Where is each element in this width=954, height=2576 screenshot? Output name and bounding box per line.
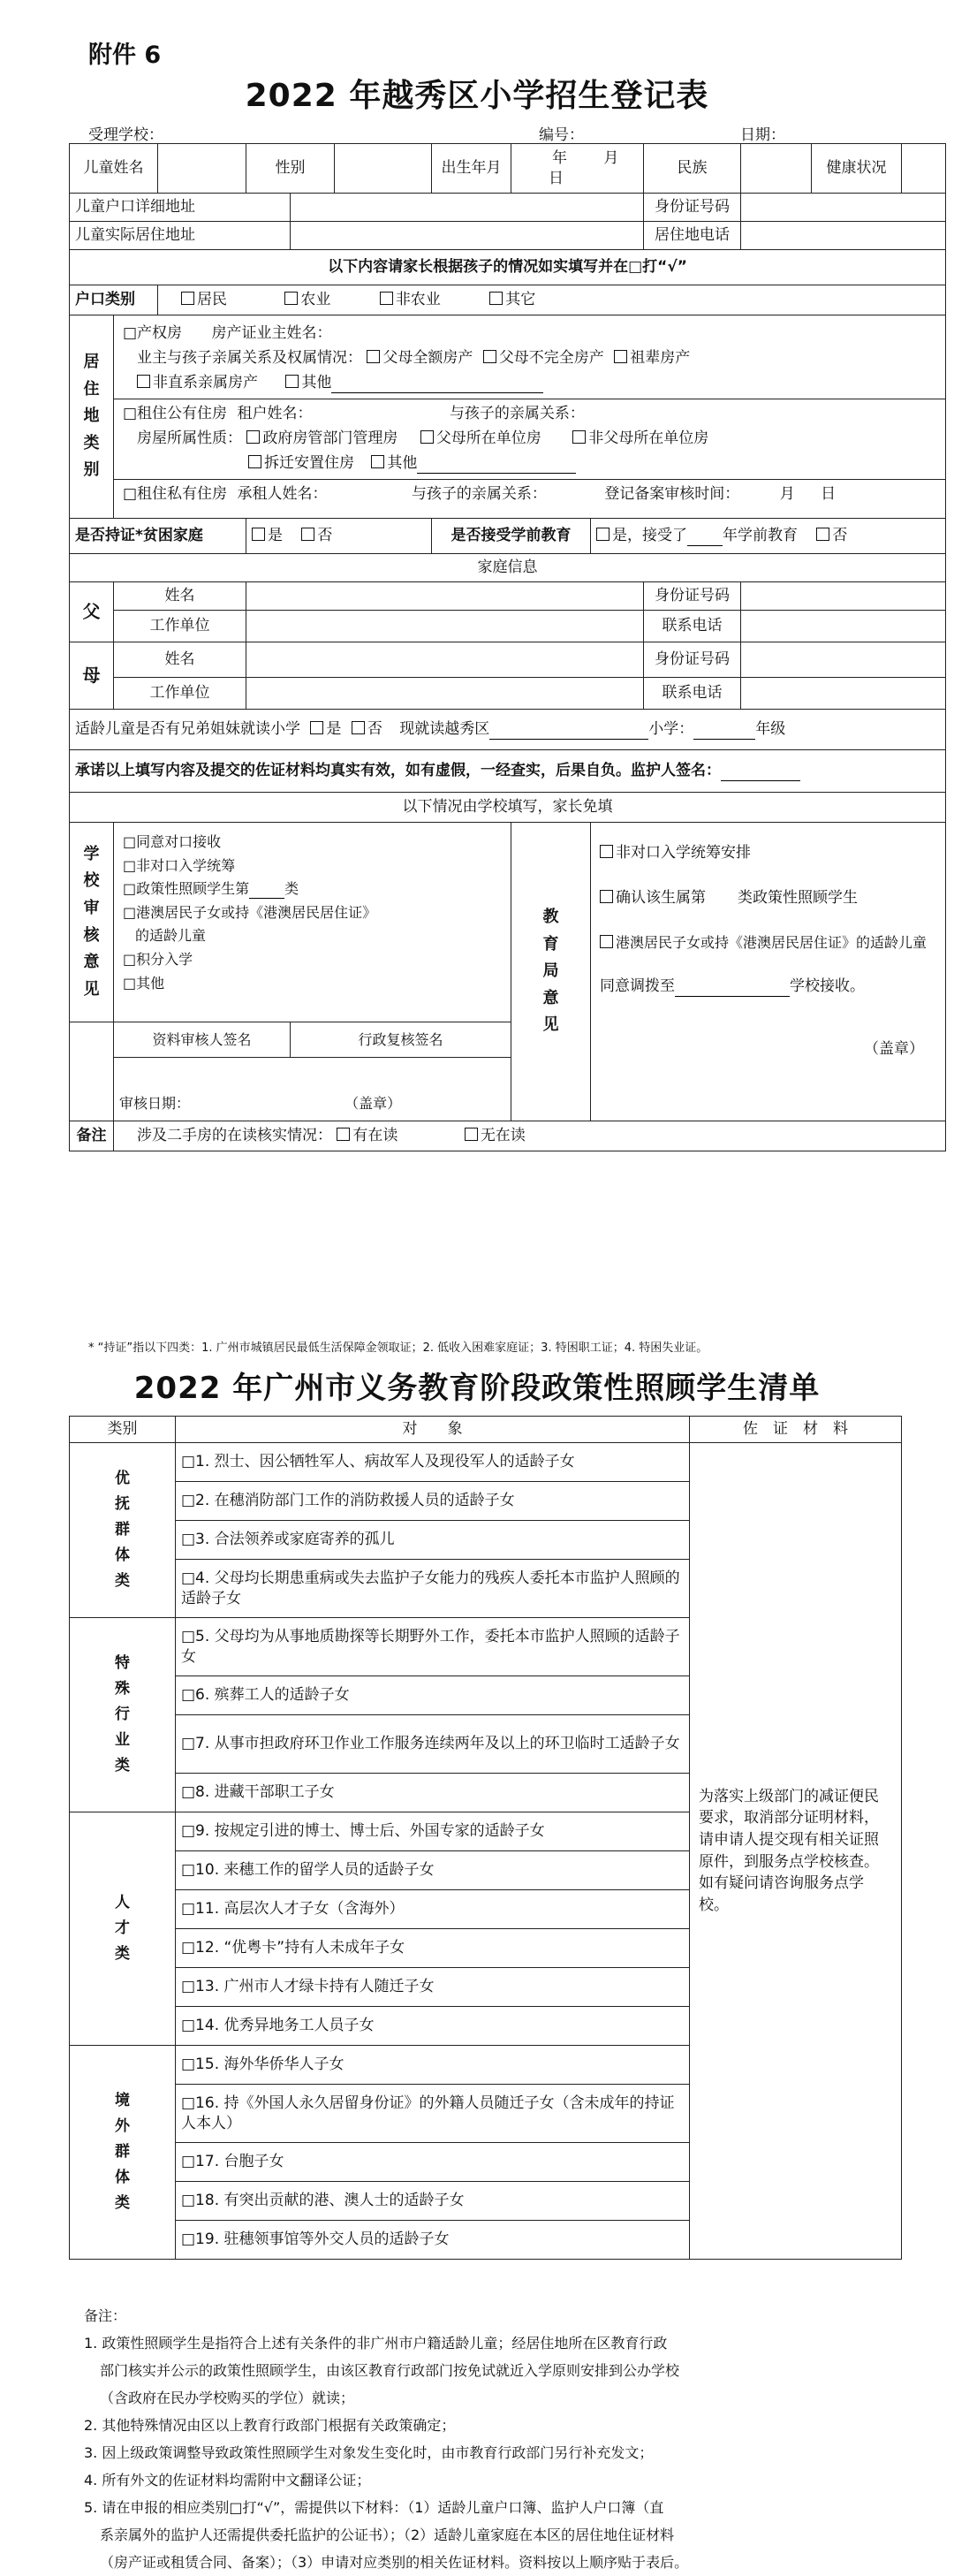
date-field[interactable] bbox=[740, 122, 785, 144]
poverty-no[interactable] bbox=[301, 527, 332, 544]
checkbox-icon bbox=[600, 890, 613, 903]
hukou-option-resident[interactable] bbox=[181, 290, 227, 310]
birth-label: 出生年月 bbox=[432, 144, 511, 194]
school-opt-policy[interactable] bbox=[123, 879, 502, 899]
school-date-row bbox=[114, 1058, 511, 1121]
opt-label: 祖辈房产 bbox=[630, 348, 691, 367]
policy-item[interactable]: □4. 父母均长期患重病或失去监护子女能力的残疾人委托本市监护人照顾的适龄子女 bbox=[176, 1560, 690, 1618]
birth-year: 年 bbox=[552, 148, 567, 167]
checkbox-icon bbox=[816, 528, 829, 541]
policy-item[interactable]: □12. “优粤卡”持有人未成年子女 bbox=[176, 1929, 690, 1968]
bureau-review-text: 教育局意见 bbox=[542, 908, 559, 1035]
category-label: 特殊行业类 bbox=[115, 1654, 130, 1774]
policy-item[interactable]: □10. 来穗工作的留学人员的适龄子女 bbox=[176, 1851, 690, 1890]
note-line: 5. 请在申报的相应类别□打“√”，需提供以下材料：（1）适龄儿童户口簿、监护人户口簿（直 bbox=[84, 2499, 664, 2516]
category-label: 人才类 bbox=[115, 1894, 130, 1963]
reviewer-sign-label: 资料审核人签名 bbox=[114, 1022, 291, 1058]
tenant-relation-label: 与孩子的亲属关系： bbox=[449, 404, 585, 422]
evidence-cell: 为落实上级部门的减证便民要求，取消部分证明材料，请申请人提交现有相关证照原件，到服务点学校核查。如有疑问请咨询服务点学校。 bbox=[690, 1443, 902, 2260]
mother-label: 母 bbox=[70, 642, 114, 710]
date-label: 日期： bbox=[740, 126, 785, 144]
checkbox-icon bbox=[596, 528, 610, 541]
transfer-label-2: 学校接收。 bbox=[790, 977, 865, 996]
transfer-label: 同意调拨至 bbox=[600, 977, 675, 996]
mother-id-input[interactable] bbox=[741, 642, 946, 678]
lessee-relation-label: 与孩子的亲属关系： bbox=[411, 484, 547, 503]
footnote: * “持证”指以下四类：1. 广州市城镇居民最低生活保障金领取证；2. 低收入困难家庭证；3. 特困职工证；4. 特困失业证。 bbox=[88, 1341, 708, 1355]
hukou-address-input[interactable] bbox=[291, 194, 644, 222]
school-opt-nonlocal[interactable]: □非对口入学统筹 bbox=[123, 856, 236, 874]
checkbox-icon bbox=[380, 292, 393, 305]
checkbox-icon bbox=[252, 528, 265, 541]
family-info-header: 家庭信息 bbox=[70, 554, 946, 582]
father-work-input[interactable] bbox=[246, 611, 644, 642]
ethnicity-input[interactable] bbox=[741, 144, 812, 194]
bureau-review-options bbox=[591, 823, 946, 1121]
opt-label: 非直系亲属房产 bbox=[153, 373, 258, 391]
checkbox-icon bbox=[371, 455, 384, 468]
checkbox-icon bbox=[600, 845, 613, 858]
health-label: 健康状况 bbox=[812, 144, 902, 194]
school-review-label bbox=[70, 823, 114, 1022]
policy-item[interactable]: □14. 优秀异地务工人员子女 bbox=[176, 2007, 690, 2046]
policy-item[interactable]: □5. 父母均为从事地质勘探等长期野外工作，委托本市监护人照顾的适龄子女 bbox=[176, 1618, 690, 1676]
bureau-seal: （盖章） bbox=[864, 1040, 924, 1059]
record-day: 日 bbox=[821, 484, 837, 503]
opt-parents-partial[interactable] bbox=[483, 349, 604, 367]
checkbox-icon bbox=[248, 455, 261, 468]
mother-phone-label: 联系电话 bbox=[644, 678, 741, 710]
opt-label: 是，接受了 bbox=[612, 527, 687, 545]
opt-label: 否 bbox=[367, 720, 382, 739]
remark-row bbox=[114, 1121, 946, 1151]
health-input[interactable] bbox=[902, 144, 946, 194]
living-address-label: 儿童实际居住地址 bbox=[70, 222, 291, 250]
owned-checkbox[interactable]: □产权房 bbox=[123, 324, 183, 342]
sibling-school-label: 小学： bbox=[648, 720, 694, 739]
notes-title: 备注： bbox=[84, 2307, 127, 2324]
sibling-yes[interactable] bbox=[310, 720, 341, 738]
checkbox-icon bbox=[600, 935, 613, 948]
hukou-option-label: 其它 bbox=[505, 291, 536, 309]
promise-row bbox=[70, 750, 946, 793]
opt-label-2: 类政策性照顾学生 bbox=[738, 888, 858, 907]
owner-relation-row bbox=[123, 348, 936, 369]
hukou-option-label: 非农业 bbox=[395, 291, 441, 309]
opt-label: 政府房管部门管理房 bbox=[262, 429, 398, 447]
opt-label: 是 bbox=[268, 527, 283, 545]
policy-item[interactable]: □19. 驻穗领事馆等外交人员的适龄子女 bbox=[176, 2221, 690, 2260]
bureau-opt-nonlocal[interactable] bbox=[600, 843, 936, 863]
opt-label: 其他 bbox=[301, 373, 332, 391]
preschool-yes[interactable] bbox=[596, 527, 687, 544]
poverty-options bbox=[246, 519, 432, 554]
opt-label: 是 bbox=[326, 720, 342, 739]
hukou-option-label: 农业 bbox=[300, 291, 331, 309]
mother-phone-input[interactable] bbox=[741, 678, 946, 710]
hukou-option-label: 居民 bbox=[197, 291, 227, 309]
living-phone-label: 居住地电话 bbox=[644, 222, 741, 250]
opt-label: 港澳居民子女或持《港澳居民居住证》的适龄儿童 bbox=[616, 933, 928, 951]
mother-name-input[interactable] bbox=[246, 642, 644, 678]
lessee-label: 承租人姓名： bbox=[237, 484, 328, 503]
mother-work-input[interactable] bbox=[246, 678, 644, 710]
father-work-label: 工作单位 bbox=[114, 611, 246, 642]
note-line: 部门核实并公示的政策性照顾学生，由该区教育行政部门按免试就近入学原则安排到公办学校 bbox=[100, 2362, 680, 2379]
preschool-options bbox=[591, 519, 946, 554]
checkbox-icon bbox=[301, 528, 314, 541]
school-opt-points[interactable]: □积分入学 bbox=[123, 950, 193, 968]
living-address-input[interactable] bbox=[291, 222, 644, 250]
mother-name-label: 姓名 bbox=[114, 642, 246, 678]
policy-item[interactable]: □1. 烈士、因公牺牲军人、病故军人及现役军人的适龄子女 bbox=[176, 1443, 690, 1482]
note-line: 系亲属外的监护人还需提供委托监护的公证书）；（2）适龄儿童家庭在本区的居住地住证材料 bbox=[100, 2527, 675, 2543]
note-line: 1. 政策性照顾学生是指符合上述有关条件的非广州市户籍适龄儿童；经居住地所在区教育行政 bbox=[84, 2335, 668, 2352]
policy-item[interactable]: □3. 合法领养或家庭寄养的孤儿 bbox=[176, 1521, 690, 1560]
bureau-transfer[interactable] bbox=[600, 976, 936, 997]
sibling-question: 适龄儿童是否有兄弟姐妹就读小学 bbox=[75, 720, 300, 739]
preschool-label: 是否接受学前教育 bbox=[432, 519, 591, 554]
living-phone-input[interactable] bbox=[741, 222, 946, 250]
public-row bbox=[123, 404, 936, 424]
preschool-years-label: 年学前教育 bbox=[723, 527, 798, 545]
nonrelative-row bbox=[123, 373, 936, 393]
col-object-header: 对 象 bbox=[176, 1417, 690, 1443]
preschool-no[interactable] bbox=[816, 527, 847, 544]
promise-text: 承诺以上填写内容及提交的佐证材料均真实有效，如有虚假，一经查实，后果自负。监护人签名： bbox=[75, 762, 721, 780]
checkbox-icon bbox=[367, 350, 380, 363]
sibling-no[interactable] bbox=[352, 720, 382, 738]
policy-item[interactable]: □16. 持《外国人永久居留身份证》的外籍人员随迁子女（含未成年的持证人本人） bbox=[176, 2085, 690, 2143]
father-phone-input[interactable] bbox=[741, 611, 946, 642]
checkbox-icon bbox=[483, 350, 496, 363]
checkbox-icon bbox=[137, 375, 150, 388]
child-name-input[interactable] bbox=[158, 144, 246, 194]
policy-item[interactable]: □8. 进藏干部职工子女 bbox=[176, 1774, 690, 1812]
hukou-type-label: 户口类别 bbox=[70, 285, 158, 315]
birth-day: 日 bbox=[549, 169, 564, 187]
opt-label: 确认该生属第 bbox=[616, 888, 706, 907]
policy-item[interactable]: □2. 在穗消防部门工作的消防救援人员的适龄子女 bbox=[176, 1482, 690, 1521]
school-review-text: 学校审核意见 bbox=[83, 844, 100, 999]
policy-item[interactable]: □7. 从事市担政府环卫作业工作服务连续两年及以上的环卫临时工适龄子女 bbox=[176, 1715, 690, 1774]
opt-label: 父母不完全房产 bbox=[498, 348, 604, 367]
category-cell bbox=[70, 1618, 176, 1812]
hukou-option-agri[interactable] bbox=[284, 290, 330, 310]
residence-type-text: 居住地类别 bbox=[83, 353, 100, 480]
category-label: 优抚群体类 bbox=[115, 1470, 130, 1590]
checkbox-icon bbox=[489, 292, 503, 305]
private-checkbox[interactable]: □租住私有住房 bbox=[123, 484, 228, 503]
school-opt-hkmacau[interactable]: □港澳居民子女或持《港澳居民居住证》 bbox=[123, 903, 377, 921]
note-line: （房产证或租赁合同、备案）；（3）申请对应类别的相关佐证材料。资料按以上顺序贴于表后。 bbox=[100, 2554, 689, 2571]
school-review-options bbox=[114, 823, 511, 1022]
remark-label: 备注 bbox=[70, 1121, 114, 1151]
school-opt-other[interactable]: □其他 bbox=[123, 974, 165, 992]
checkbox-icon bbox=[420, 430, 434, 444]
ethnicity-label: 民族 bbox=[644, 144, 741, 194]
father-name-label: 姓名 bbox=[114, 582, 246, 611]
school-seal: （盖章） bbox=[344, 1095, 402, 1113]
opt-parent-unit[interactable] bbox=[420, 429, 541, 447]
father-label: 父 bbox=[70, 582, 114, 642]
opt-label: 否 bbox=[317, 527, 333, 545]
opt-other[interactable] bbox=[285, 374, 543, 391]
private-row bbox=[123, 484, 936, 505]
attr-row bbox=[123, 429, 936, 449]
sibling-row bbox=[70, 710, 946, 750]
note-line: （含政府在民办学校购买的学位）就读； bbox=[100, 2390, 355, 2406]
number-label: 编号： bbox=[539, 126, 584, 144]
father-id-input[interactable] bbox=[741, 582, 946, 611]
father-name-input[interactable] bbox=[246, 582, 644, 611]
note-line: 2. 其他特殊情况由区以上教育行政部门根据有关政策确定； bbox=[84, 2417, 456, 2434]
father-phone-label: 联系电话 bbox=[644, 611, 741, 642]
attr-label: 房屋所属性质： bbox=[137, 429, 242, 447]
policy-item[interactable]: □13. 广州市人才绿卡持有人随迁子女 bbox=[176, 1968, 690, 2007]
school-fill-header: 以下情况由学校填写，家长免填 bbox=[70, 793, 946, 823]
category-cell bbox=[70, 2046, 176, 2260]
hukou-option-nonagri[interactable] bbox=[380, 290, 441, 310]
owner-label: 房产证业主姓名： bbox=[211, 324, 332, 342]
policy-title: 2022 年广州市义务教育阶段政策性照顾学生清单 bbox=[133, 1371, 821, 1406]
policy-item[interactable]: □17. 台胞子女 bbox=[176, 2143, 690, 2182]
school-review-spacer bbox=[70, 1022, 114, 1121]
col-evidence-header: 佐 证 材 料 bbox=[690, 1417, 902, 1443]
checkbox-icon bbox=[285, 375, 299, 388]
checkbox-icon bbox=[246, 430, 260, 444]
hukou-option-other[interactable] bbox=[489, 290, 535, 310]
id-number-label: 身份证号码 bbox=[644, 194, 741, 222]
opt-label: 无在读 bbox=[480, 1127, 526, 1145]
hukou-address-label: 儿童户口详细地址 bbox=[70, 194, 291, 222]
opt-label: 否 bbox=[832, 527, 848, 545]
policy-item[interactable]: □15. 海外华侨华人子女 bbox=[176, 2046, 690, 2085]
father-id-label: 身份证号码 bbox=[644, 582, 741, 611]
checkbox-icon bbox=[310, 721, 323, 734]
poverty-yes[interactable] bbox=[252, 527, 283, 544]
number-field[interactable] bbox=[539, 122, 734, 144]
gender-label: 性别 bbox=[246, 144, 335, 194]
opt-nonparent-unit[interactable] bbox=[572, 429, 708, 447]
birth-input[interactable] bbox=[511, 144, 644, 194]
accept-school-label: 受理学校： bbox=[88, 126, 163, 144]
school-opt-agree[interactable]: □同意对口接收 bbox=[123, 833, 222, 850]
col-category-header: 类别 bbox=[70, 1417, 176, 1443]
bureau-review-label bbox=[511, 823, 591, 1121]
id-number-input[interactable] bbox=[741, 194, 946, 222]
remark-reading[interactable] bbox=[337, 1127, 398, 1144]
policy-item[interactable]: □6. 殡葬工人的适龄子女 bbox=[176, 1676, 690, 1715]
notes-section bbox=[84, 2302, 897, 2576]
mother-id-label: 身份证号码 bbox=[644, 642, 741, 678]
bureau-opt-confirm[interactable] bbox=[600, 888, 936, 908]
policy-item[interactable]: □9. 按规定引进的博士、博士后、外国专家的适龄子女 bbox=[176, 1812, 690, 1851]
opt-gov[interactable] bbox=[246, 429, 398, 447]
opt-label: 父母全额房产 bbox=[382, 348, 473, 367]
bureau-opt-hkmacau[interactable] bbox=[600, 933, 936, 953]
residence-type-label bbox=[70, 315, 114, 519]
remark-not-reading[interactable] bbox=[465, 1127, 526, 1144]
checkbox-icon bbox=[284, 292, 298, 305]
accept-school-field[interactable] bbox=[88, 122, 296, 144]
category-cell bbox=[70, 1443, 176, 1618]
policy-item[interactable]: □18. 有突出贡献的港、澳人士的适龄子女 bbox=[176, 2182, 690, 2221]
opt-label: 非对口入学统筹安排 bbox=[616, 844, 751, 862]
parent-instruction: 以下内容请家长根据孩子的情况如实填写并在□打“√” bbox=[70, 250, 946, 285]
category-cell bbox=[70, 1812, 176, 2046]
residence-type-section bbox=[114, 315, 946, 519]
policy-item[interactable]: □11. 高层次人才子女（含海外） bbox=[176, 1890, 690, 1929]
opt-parents-full[interactable] bbox=[367, 349, 473, 367]
opt-label: 父母所在单位房 bbox=[435, 429, 541, 447]
record-month: 月 bbox=[779, 484, 795, 503]
gender-input[interactable] bbox=[335, 144, 432, 194]
hukou-type-options bbox=[158, 285, 946, 315]
owned-row bbox=[123, 323, 936, 344]
checkbox-icon bbox=[181, 292, 194, 305]
opt-label: 其他 bbox=[387, 453, 418, 472]
relocation-row bbox=[123, 453, 936, 474]
opt-label: 拆迁安置住房 bbox=[264, 453, 354, 472]
school-policy-text: □政策性照顾学生第 bbox=[123, 880, 250, 898]
opt-relocation[interactable] bbox=[248, 454, 354, 472]
rechecker-sign-label: 行政复核签名 bbox=[291, 1022, 511, 1058]
public-checkbox[interactable]: □租住公有住房 bbox=[123, 404, 228, 422]
sibling-now-label: 现就读越秀区 bbox=[399, 720, 490, 739]
sibling-grade-label: 年级 bbox=[755, 720, 786, 739]
school-policy-kind: 类 bbox=[284, 880, 299, 898]
note-line: 4. 所有外文的佐证材料均需附中文翻译公证； bbox=[84, 2472, 371, 2489]
registration-title: 2022 年越秀区小学招生登记表 bbox=[245, 78, 709, 114]
opt-nonrelative[interactable] bbox=[137, 374, 258, 391]
opt-label: 有在读 bbox=[352, 1127, 398, 1145]
attachment-label: 附件 6 bbox=[88, 42, 162, 69]
opt-grandparents[interactable] bbox=[614, 349, 690, 367]
school-opt-hkmacau-2: 的适龄儿童 bbox=[135, 927, 207, 945]
checkbox-icon bbox=[572, 430, 586, 444]
note-line: 3. 因上级政策调整导致政策性照顾学生对象发生变化时，由市教育行政部门另行补充发文； bbox=[84, 2444, 654, 2461]
checkbox-icon bbox=[465, 1128, 478, 1141]
registration-table bbox=[69, 143, 946, 1151]
opt-other-2[interactable] bbox=[371, 454, 576, 472]
record-date-label: 登记备案审核时间： bbox=[604, 484, 740, 503]
checkbox-icon bbox=[614, 350, 627, 363]
poverty-label: 是否持证*贫困家庭 bbox=[70, 519, 246, 554]
opt-label: 非父母所在单位房 bbox=[588, 429, 709, 447]
child-name-label: 儿童姓名 bbox=[70, 144, 158, 194]
birth-month: 月 bbox=[603, 148, 619, 167]
policy-table bbox=[69, 1416, 902, 2260]
remark-text: 涉及二手房的在读核实情况： bbox=[137, 1127, 332, 1145]
category-label: 境外群体类 bbox=[115, 2092, 130, 2212]
checkbox-icon bbox=[337, 1128, 350, 1141]
checkbox-icon bbox=[352, 721, 365, 734]
tenant-label: 租户姓名： bbox=[237, 404, 313, 422]
owner-relation-label: 业主与孩子亲属关系及权属情况： bbox=[137, 348, 362, 367]
mother-work-label: 工作单位 bbox=[114, 678, 246, 710]
school-date-label: 审核日期： bbox=[119, 1095, 191, 1113]
